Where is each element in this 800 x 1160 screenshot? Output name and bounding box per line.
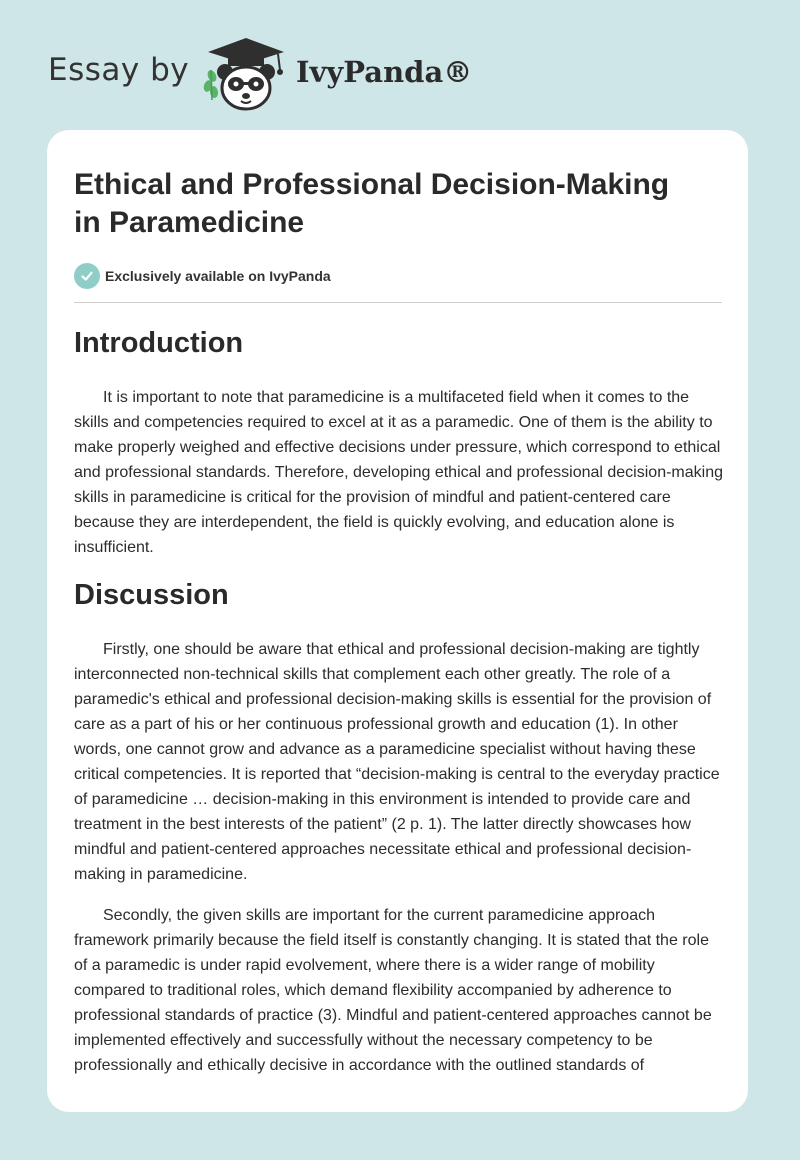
badge-label: Exclusively available on IvyPanda — [105, 268, 331, 284]
site-header — [0, 0, 800, 120]
paragraph-discussion-2: Secondly, the given skills are important for the current paramedicine approach framework primarily because the field itself is constantly changing. It is stated that the role of a paramedic is under rapid evolvement, where there is a wider range of mobility compared to traditional roles, which demand flexibility accompanied by adherence to professional standards of practice (3). Mindful and patient-centered approaches cannot be implemented effectively and successfully without the necessary competency to be professionally and ethically decisive in accordance with the outlined standards of — [74, 907, 712, 1074]
paragraph-introduction: It is important to note that paramedicine is a multifaceted field when it comes to the skills and competencies required to excel at it as a paramedic. One of them is the ability to make properly weighed and effective decisions under pressure, which correspond to ethical and professional standards. Therefore, developing ethical and professional decision-making skills in paramedicine is critical for the provision of mindful and patient-centered care because they are interdependent, the field is quickly evolving, and education alone is insufficient. — [74, 389, 723, 556]
panda-logo-icon[interactable] — [198, 34, 294, 114]
section-heading-discussion: Discussion — [74, 579, 229, 611]
brand-name[interactable]: IvyPanda® — [296, 55, 473, 89]
section-heading-introduction: Introduction — [74, 327, 244, 359]
divider — [74, 302, 722, 303]
check-icon — [74, 263, 100, 289]
page-title: Ethical and Professional Decision-Making in Paramedicine — [74, 168, 670, 239]
exclusive-badge — [74, 263, 331, 289]
essay-by-label: Essay by — [48, 52, 190, 88]
paragraph-discussion-1: Firstly, one should be aware that ethical and professional decision-making are tightly interconnected non-technical skills that complement each other greatly. The role of a paramedic's ethical and professional decision-making skills is essential for the provision of care as a part of his or her continuous professional growth and education (1). In other words, one cannot grow and advance as a paramedicine specialist without having these critical competencies. It is reported that “decision-making is central to the everyday practice of paramedicine … decision-making in this environment is intended to provide care and treatment in the best interests of the patient” (2 p. 1). The latter directly showcases how mindful and patient-centered approaches necessitate ethical and professional decision-making in paramedicine. — [74, 641, 720, 883]
article-card — [47, 130, 748, 1112]
